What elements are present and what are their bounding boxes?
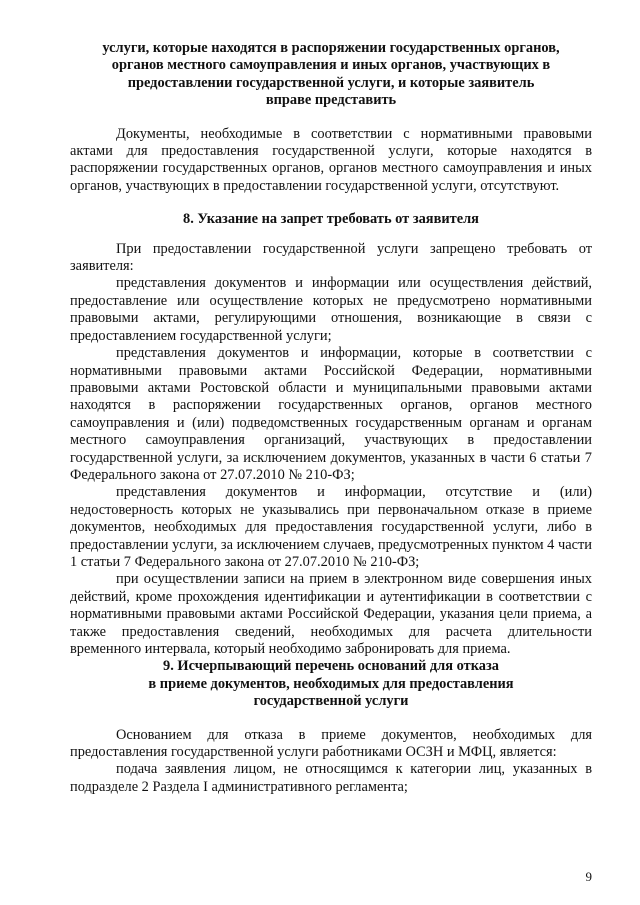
heading-line: вправе представить [265, 92, 397, 109]
section-8-intro: При предоставлении государственной услуги запрещено требовать от заявителя: [70, 240, 592, 275]
heading-line: государственной услуги [253, 693, 409, 710]
section-9-item: подача заявления лицом, не относящимся к категории лиц, указанных в подразделе 2 Раздела I административного регламента; [70, 761, 592, 795]
heading-line: органов местного самоуправления и иных органов, участвующих в [111, 57, 551, 74]
section-8-item: при осуществлении записи на прием в электронном виде совершения иных действий, кроме прохождения идентификации и аутентификации в соответствии с нормативными правовыми актами Российской Федерации, указания цели приема, а также предоставления сведений, необходимых для расчета длительности временного интервала, который необходимо забронировать для приема. [70, 571, 592, 657]
section-8-heading: 8. Указание на запрет требовать от заявителя [183, 211, 479, 228]
section-9-intro: Основанием для отказа в приеме документов, необходимых для предоставления государственной услуги работниками ОСЗН и МФЦ, является: [70, 726, 592, 761]
heading-line: 9. Исчерпывающий перечень оснований для отказа [163, 658, 499, 675]
section-8-item: представления документов и информации или осуществления действий, предоставление или осуществление которых не предусмотрено нормативными правовыми актами, регулирующими отношения, возникающие в связи с предоставлением государственной услуги; [70, 275, 592, 344]
section-7-heading [70, 40, 592, 110]
section-7-paragraph: Документы, необходимые в соответствии с нормативными правовыми актами для предоставления государственной услуги, которые находятся в распоряжении государственных органов, органов местного самоуправления и иных органов, участвующих в предоставлении государственной услуги, отсутствуют. [70, 125, 592, 194]
section-8-item: представления документов и информации, которые в соответствии с нормативными правовыми актами Российской Федерации, нормативными правовыми актами Ростовской области и муниципальными правовыми актами находятся в распоряжении государственных органов, органов местного самоуправления и (или) подведомственных государственным органам и органам местного самоуправления организаций, участвующих в предоставлении государственной услуги, за исключением документов, указанных в части 6 статьи 7 Федерального закона от 27.07.2010 № 210-ФЗ; [70, 345, 592, 483]
heading-line: предоставлении государственной услуги, и которые заявитель [127, 74, 535, 91]
section-8-item: представления документов и информации, отсутствие и (или) недостоверность которых не указывались при первоначальном отказе в приеме документов, необходимых для предоставления государственной услуги, либо в предоставлении услуги, за исключением случаев, предусмотренных пунктом 4 части 1 статьи 7 Федерального закона от 27.07.2010 № 210-ФЗ; [70, 484, 592, 570]
page-number: 9 [585, 869, 592, 884]
heading-line: в приеме документов, необходимых для предоставления [148, 675, 514, 692]
section-9-heading [70, 658, 592, 710]
heading-line: услуги, которые находятся в распоряжении государственных органов, [102, 40, 560, 56]
